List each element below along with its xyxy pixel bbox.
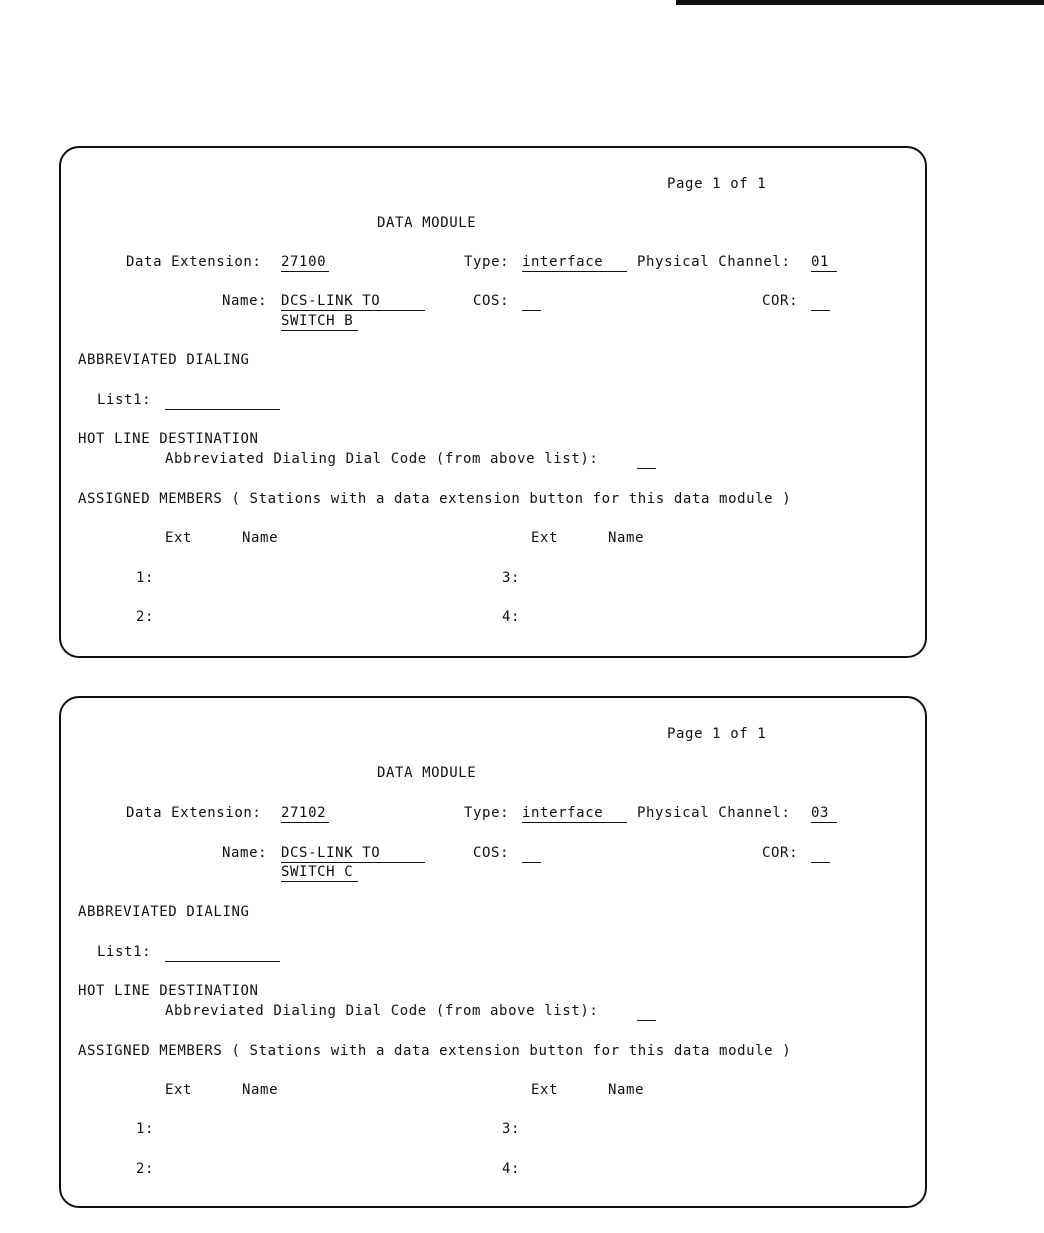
name-field-line2[interactable]: SWITCH B	[281, 312, 358, 331]
name-label: Name:	[222, 845, 268, 861]
name-field-line2[interactable]: SWITCH C	[281, 863, 358, 882]
list1-label: List1:	[97, 392, 152, 408]
type-label: Type:	[464, 805, 510, 821]
cos-field[interactable]	[522, 844, 541, 863]
abbreviated-dialing-heading: ABBREVIATED DIALING	[78, 352, 250, 368]
member-2-label: 2:	[136, 609, 155, 625]
name-column-header: Name	[242, 1082, 279, 1098]
list1-field[interactable]	[165, 391, 280, 410]
name-column-header: Name	[608, 1082, 645, 1098]
assigned-members-heading: ASSIGNED MEMBERS ( Stations with a data extension button for this data module )	[78, 491, 792, 507]
list1-label: List1:	[97, 944, 152, 960]
data-extension-field[interactable]: 27102	[281, 804, 329, 823]
physical-channel-label: Physical Channel:	[637, 254, 791, 270]
form-title: DATA MODULE	[377, 215, 477, 231]
physical-channel-label: Physical Channel:	[637, 805, 791, 821]
member-2-label: 2:	[136, 1161, 155, 1177]
cor-label: COR:	[762, 845, 799, 861]
name-label: Name:	[222, 293, 268, 309]
cor-label: COR:	[762, 293, 799, 309]
type-field[interactable]: interface	[522, 804, 627, 823]
cos-field[interactable]	[522, 292, 541, 311]
ext-column-header: Ext	[531, 530, 559, 546]
ext-column-header: Ext	[165, 1082, 193, 1098]
physical-channel-field[interactable]: 03	[811, 804, 837, 823]
dial-code-label: Abbreviated Dialing Dial Code (from above list):	[165, 451, 599, 467]
member-1-label: 1:	[136, 1121, 155, 1137]
name-column-header: Name	[608, 530, 645, 546]
ext-column-header: Ext	[165, 530, 193, 546]
page-indicator: Page 1 of 1	[667, 176, 767, 192]
hot-line-heading: HOT LINE DESTINATION	[78, 431, 259, 447]
physical-channel-field[interactable]: 01	[811, 253, 837, 272]
member-1-label: 1:	[136, 570, 155, 586]
name-field-line1[interactable]: DCS-LINK TO	[281, 844, 425, 863]
data-extension-label: Data Extension:	[126, 805, 262, 821]
name-field-line1[interactable]: DCS-LINK TO	[281, 292, 425, 311]
cos-label: COS:	[473, 293, 510, 309]
type-field[interactable]: interface	[522, 253, 627, 272]
dial-code-field[interactable]	[637, 1002, 656, 1021]
list1-field[interactable]	[165, 943, 280, 962]
ext-column-header: Ext	[531, 1082, 559, 1098]
cor-field[interactable]	[811, 292, 830, 311]
page-indicator: Page 1 of 1	[667, 726, 767, 742]
cos-label: COS:	[473, 845, 510, 861]
member-3-label: 3:	[502, 570, 521, 586]
form-title: DATA MODULE	[377, 765, 477, 781]
cor-field[interactable]	[811, 844, 830, 863]
data-extension-field[interactable]: 27100	[281, 253, 329, 272]
name-column-header: Name	[242, 530, 279, 546]
data-module-form-2	[59, 696, 927, 1208]
dial-code-label: Abbreviated Dialing Dial Code (from above list):	[165, 1003, 599, 1019]
data-module-form-1	[59, 146, 927, 658]
top-rule	[676, 0, 1044, 5]
abbreviated-dialing-heading: ABBREVIATED DIALING	[78, 904, 250, 920]
member-4-label: 4:	[502, 609, 521, 625]
member-3-label: 3:	[502, 1121, 521, 1137]
dial-code-field[interactable]	[637, 450, 656, 469]
member-4-label: 4:	[502, 1161, 521, 1177]
hot-line-heading: HOT LINE DESTINATION	[78, 983, 259, 999]
type-label: Type:	[464, 254, 510, 270]
data-extension-label: Data Extension:	[126, 254, 262, 270]
assigned-members-heading: ASSIGNED MEMBERS ( Stations with a data extension button for this data module )	[78, 1043, 792, 1059]
